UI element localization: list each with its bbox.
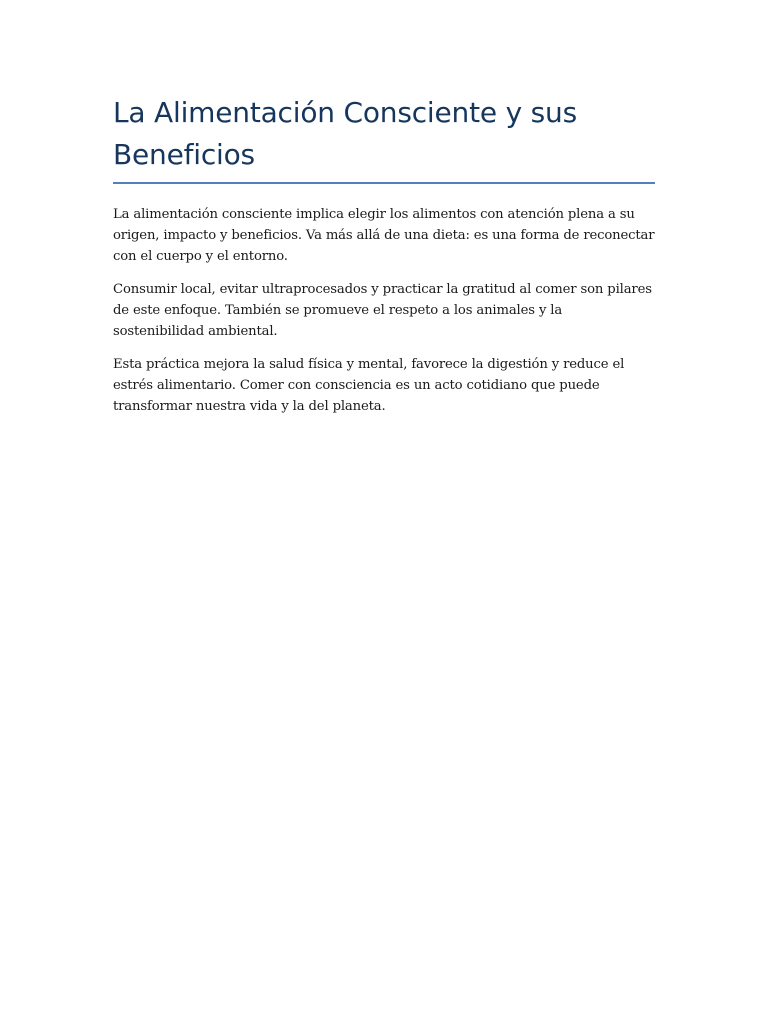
- paragraph-1: La alimentación consciente implica elegir los alimentos con atención plena a su origen, impacto y beneficios. Va más allá de una dieta: es una forma de reconectar con el cuerpo y el entorno.: [113, 207, 655, 264]
- title-underline-divider: [113, 182, 655, 184]
- paragraph-2: Consumir local, evitar ultraprocesados y practicar la gratitud al comer son pilares de este enfoque. También se promueve el respeto a los animales y la sostenibilidad ambiental.: [113, 282, 652, 339]
- document-body: [113, 92, 655, 429]
- document-title: La Alimentación Consciente y sus Beneficios: [113, 96, 577, 171]
- paragraph-3: Esta práctica mejora la salud física y mental, favorece la digestión y reduce el estrés alimentario. Comer con consciencia es un acto cotidiano que puede transformar nuestra vida y la del planeta.: [113, 357, 625, 414]
